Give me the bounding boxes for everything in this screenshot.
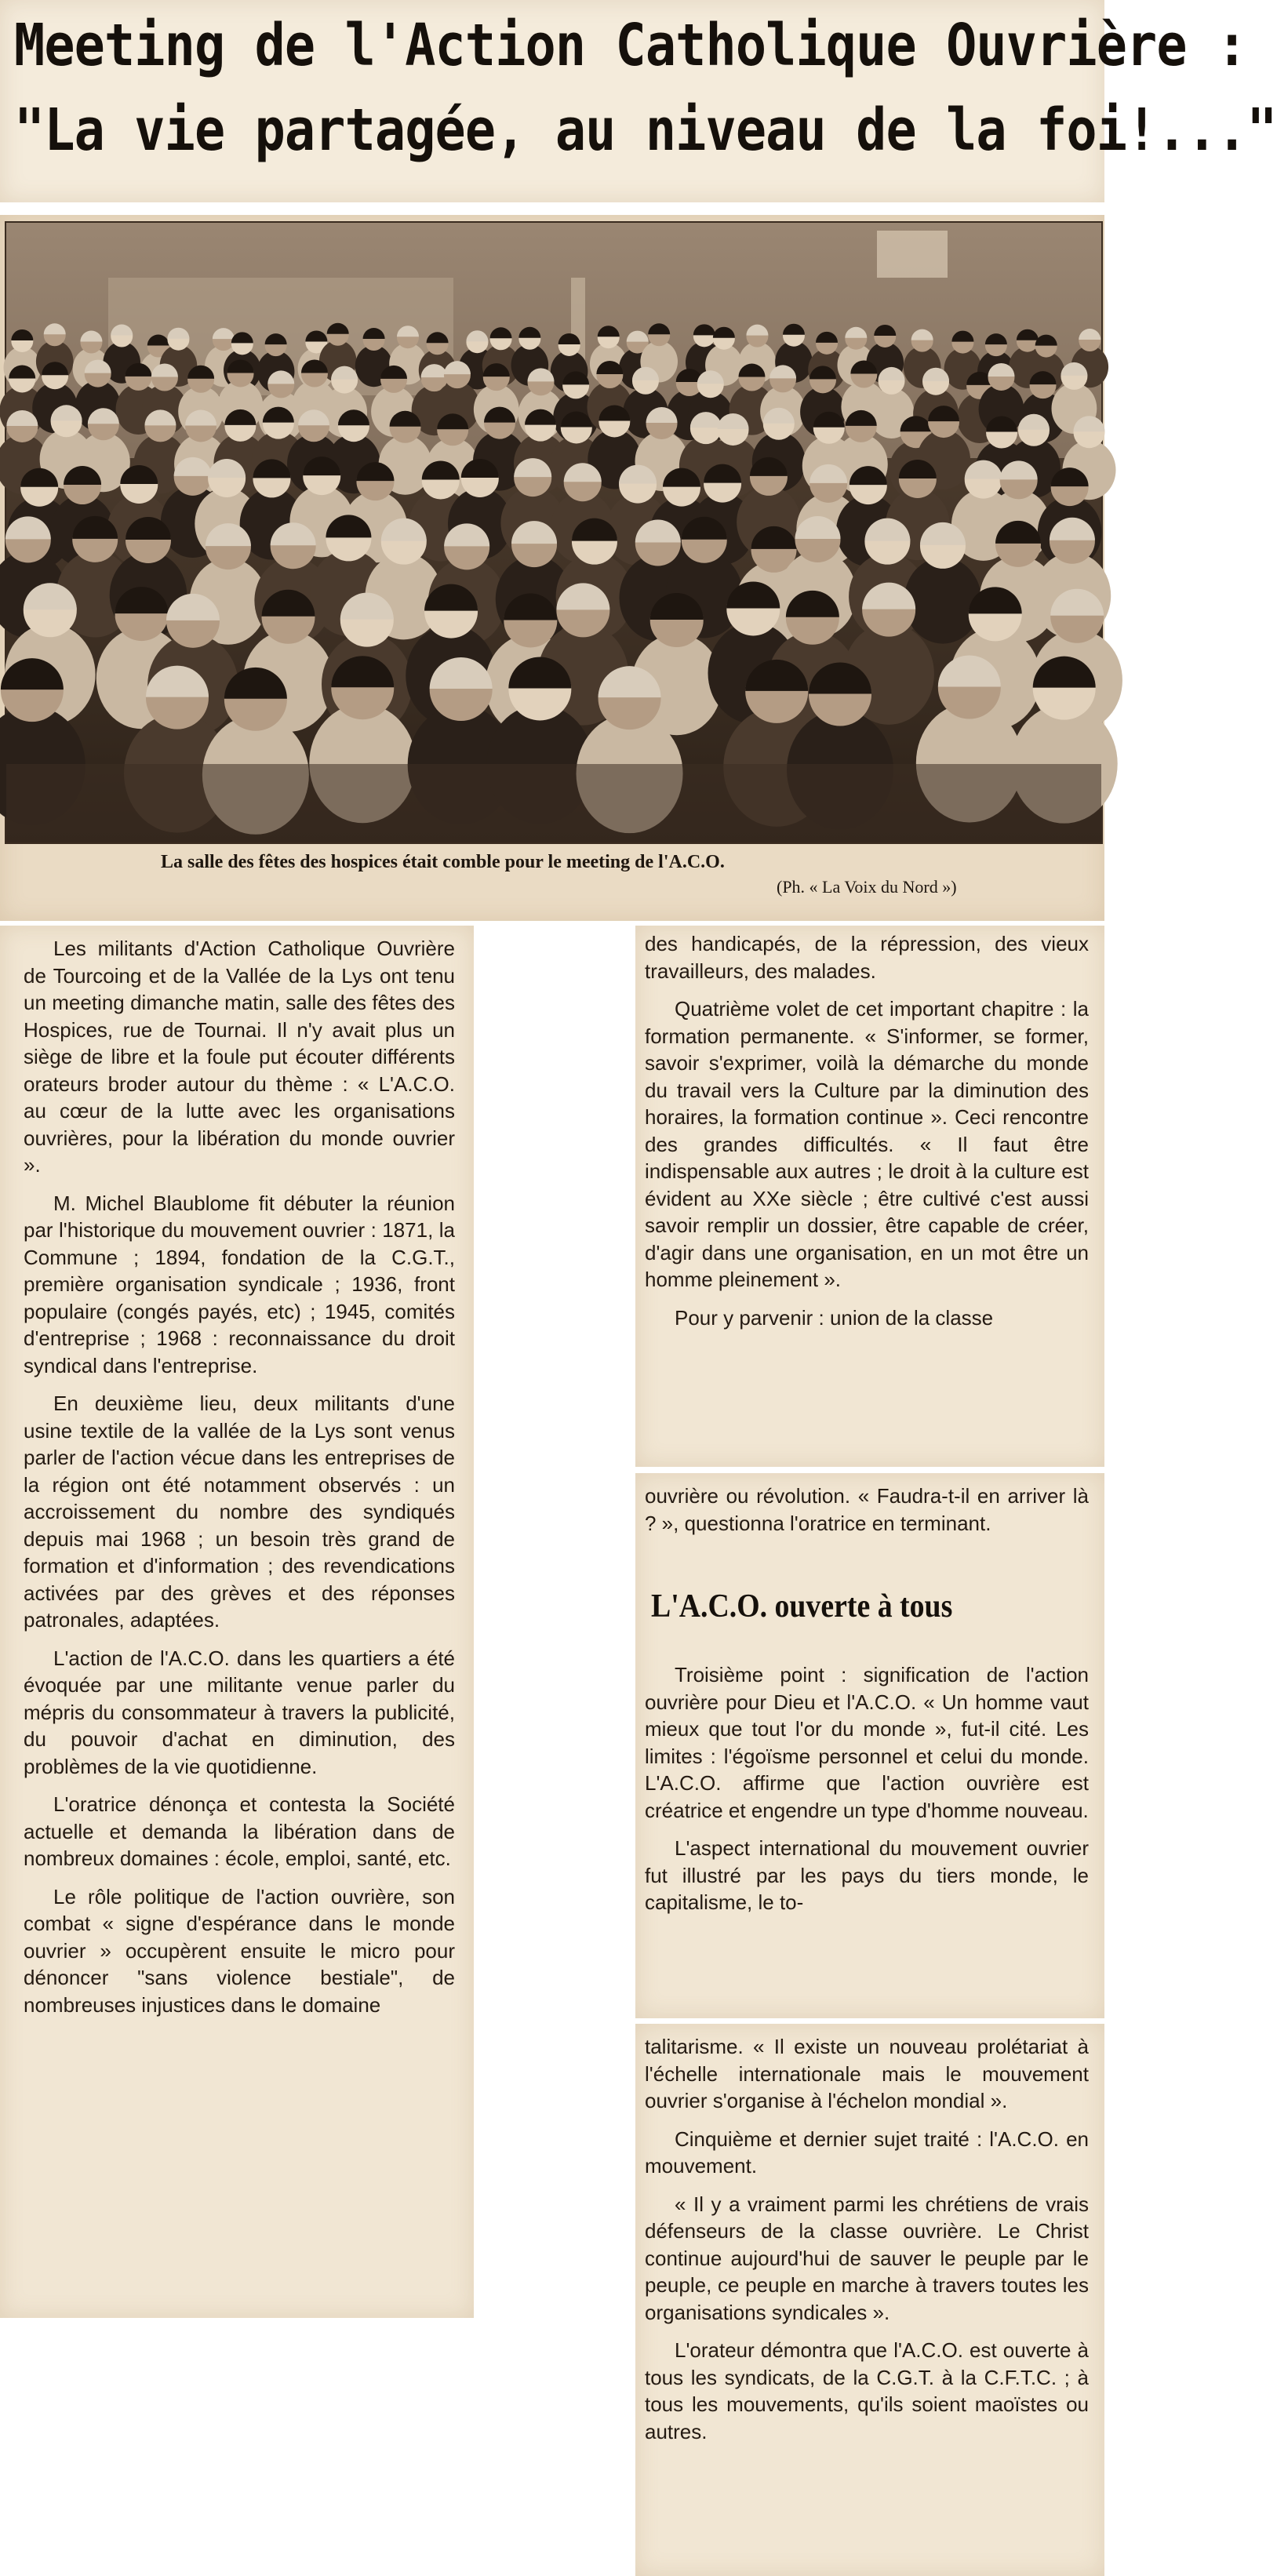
article-left-column bbox=[24, 935, 455, 2018]
paragraph-quarters: L'action de l'A.C.O. dans les quartiers a été évoquée par une militante venue parler du mépris du consommateur à travers la publicité, du pouvoir d'achat en diminution, des problèmes de la vie quotidienne. bbox=[24, 1646, 455, 1778]
paragraph-union: Pour y parvenir : union de la classe bbox=[675, 1305, 994, 1330]
article-right-middle-2 bbox=[645, 1661, 1089, 1916]
paragraph-oratrice: L'oratrice dénonça et contesta la Société actuelle et demanda la libération dans de nombreux domaines : école, emploi, santé, etc. bbox=[24, 1792, 455, 1870]
photo-credit: (Ph. « La Voix du Nord ») bbox=[777, 877, 957, 897]
crowd-photo-illustration bbox=[6, 223, 1101, 842]
meeting-photo bbox=[5, 221, 1103, 844]
paragraph-political-role: Le rôle politique de l'action ouvrière, son combat « signe d'espérance dans le monde ouvrier » occupèrent ensuite le micro pour dénoncer "sans violence bestiale", de nombreuses injustices dans le domaine bbox=[24, 1884, 455, 2017]
person-body bbox=[904, 557, 982, 643]
headline-line-2: "La vie partagée, au niveau de la foi!..." bbox=[14, 96, 1277, 164]
article-right-bottom bbox=[645, 2033, 1089, 2445]
headline-line-1: Meeting de l'Action Catholique Ouvrière : bbox=[14, 12, 1247, 79]
paragraph-third-point: Troisième point : signification de l'action ouvrière pour Dieu et l'A.C.O. « Un homme vaut mieux que tout l'or du monde », fut-il cité. Les limites : l'égoïsme personnel et celui du monde. L'A.C.O. affirme que l'action ouvrière est créatrice et engendre un type d'homme nouveau. bbox=[645, 1663, 1089, 1822]
paragraph-international: L'aspect international du mouvement ouvrier fut illustré par les pays du tiers monde, le capitalisme, le to- bbox=[645, 1836, 1089, 1914]
paragraph-continuation: des handicapés, de la répression, des vieux travailleurs, des malades. bbox=[645, 932, 1089, 983]
paragraph-textile: En deuxième lieu, deux militants d'une usine textile de la vallée de la Lys sont venus parler de l'action vécue dans les entreprises de la région ont été notamment observés : un accroissement du nombre des syndiqués depuis mai 1968 ; un besoin très grand de formation et d'information ; des revendications activées par des grèves et des réponses patronales, adaptées. bbox=[24, 1392, 455, 1632]
paragraph-intro: Les militants d'Action Catholique Ouvrière de Tourcoing et de la Vallée de la Lys ont tenu un meeting dimanche matin, salle des fêtes des Hospices, rue de Tournai. Il n'y avait plus un siège de libre et la foule put écouter différents orateurs broder autour du thème : « L'A.C.O. au cœur de la lutte avec les organisations ouvrières, pour la libération du monde ouvrier ». bbox=[24, 937, 455, 1177]
photo-caption: La salle des fêtes des hospices était comble pour le meeting de l'A.C.O. bbox=[161, 852, 725, 872]
article-right-middle bbox=[645, 1483, 1089, 1537]
article-right-top bbox=[645, 930, 1089, 1331]
paragraph-totalitarisme: talitarisme. « Il existe un nouveau prolétariat à l'échelle internationale mais le mouvement ouvrier s'organise à l'échelon mondial ». bbox=[645, 2035, 1089, 2112]
crowd-heads bbox=[0, 323, 1122, 835]
paragraph-history: M. Michel Blaublome fit débuter la réunion par l'historique du mouvement ouvrier : 1871, la Commune ; 1894, fondation de la C.G.T., première organisation syndicale ; 1936, front populaire (congés payés, etc) ; 1945, comités d'entreprise ; 1968 : reconnaissance du droit syndical dans l'entreprise. bbox=[24, 1191, 455, 1377]
section-subhead: L'A.C.O. ouverte à tous bbox=[651, 1588, 953, 1625]
paragraph-fifth-subject: Cinquième et dernier sujet traité : l'A.C.O. en mouvement. bbox=[645, 2127, 1089, 2178]
paragraph-conclusion: L'orateur démontra que l'A.C.O. est ouverte à tous les syndicats, de la C.G.T. à la C.F.T.C. ; à tous les mouvements, qu'ils soient maoïstes ou autres. bbox=[645, 2338, 1089, 2443]
paragraph-revolution: ouvrière ou révolution. « Faudra-t-il en arriver là ? », questionna l'oratrice en terminant. bbox=[645, 1484, 1089, 1535]
paragraph-formation: Quatrième volet de cet important chapitre : la formation permanente. « S'informer, se former, savoir s'exprimer, voilà la démarche du monde du travail vers la Culture par la diminution des horaires, la formation continue ». Ceci rencontre des grandes difficultés. « Il faut être indispensable aux autres ; le droit à la culture est évident au XXe siècle ; être cultivé c'est aussi savoir remplir un dossier, être capable de créer, d'agir dans une organisation, en un mot être un homme pleinement ». bbox=[645, 997, 1089, 1291]
paragraph-christ-quote: « Il y a vraiment parmi les chrétiens de vrais défenseurs de la classe ouvrière. Le Christ continue aujourd'hui de sauver le peuple par le peuple, ce peuple en marche à travers toutes les organisations syndicales ». bbox=[645, 2192, 1089, 2324]
